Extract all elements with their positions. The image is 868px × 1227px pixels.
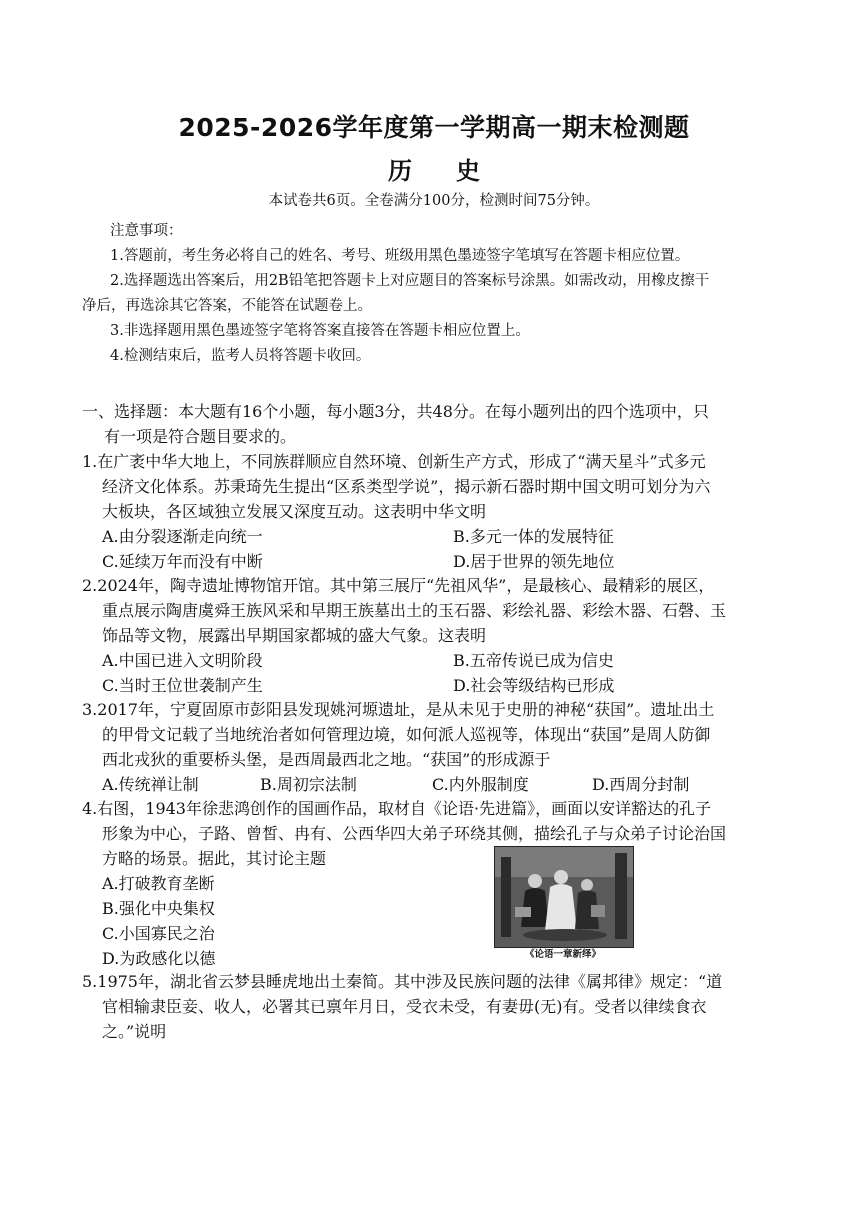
subject-char-1: 历: [388, 157, 412, 185]
q1-option-a: A.由分裂逐渐走向统一: [102, 527, 263, 546]
q3-line-3: 西北戎狄的重要桥头堡，是西周最西北之地。“获国”的形成源于: [102, 750, 551, 769]
exam-intro: 本试卷共6页。全卷满分100分，检测时间75分钟。: [268, 193, 600, 209]
q2-option-b: B.五帝传说已成为信史: [453, 651, 614, 670]
note-item-2: 2.选择题选出答案后，用2B铅笔把答题卡上对应题目的答案标号涂黑。如需改动，用橡皮擦干: [110, 273, 710, 289]
q1-option-d: D.居于世界的领先地位: [453, 552, 615, 571]
q1-options: [82, 524, 788, 574]
note-item-4: 4.检测结束后，监考人员将答题卡收回。: [110, 348, 371, 364]
note-item-2-cont: 净后，再选涂其它答案，不能答在试题卷上。: [82, 298, 372, 314]
section-line-1: 一、选择题：本大题有16个小题，每小题3分，共48分。在每小题列出的四个选项中，只: [82, 402, 709, 421]
q2-line-2: 重点展示陶唐虞舜王族风采和早期王族墓出土的玉石器、彩绘礼器、彩绘木器、石磬、玉: [102, 601, 727, 620]
q2-line-3: 饰品等文物，展露出早期国家都城的盛大气象。这表明: [102, 626, 487, 645]
q2-option-a: A.中国已进入文明阶段: [102, 651, 263, 670]
notes-block: [82, 219, 792, 369]
q4-line-1: 4.右图，1943年徐悲鸿创作的国画作品，取材自《论语·先进篇》，画面以安详豁达的孔子: [82, 799, 712, 818]
q5-line-1: 5.1975年，湖北省云梦县睡虎地出土秦简。其中涉及民族问题的法律《属邦律》规定：“道: [82, 972, 723, 991]
q4-option-b: B.强化中央集权: [102, 899, 215, 918]
section-heading: [82, 399, 788, 449]
q4-options: [82, 871, 788, 971]
q2-options: [82, 648, 788, 698]
painting-illustration: [495, 847, 633, 947]
q4-line-3: 方略的场景。据此，其讨论主题: [102, 849, 327, 868]
painting-caption: 《论语一章新绎》: [524, 949, 601, 960]
section-line-2: 有一项是符合题目要求的。: [104, 427, 297, 446]
q3-option-b: B.周初宗法制: [260, 775, 357, 794]
q3-line-1: 3.2017年，宁夏固原市彭阳县发现姚河塬遗址，是从未见于史册的神秘“获国”。遗址出土: [82, 700, 715, 719]
q3-option-d: D.西周分封制: [592, 775, 690, 794]
q2-option-d: D.社会等级结构已形成: [453, 676, 615, 695]
q1-line-2: 经济文化体系。苏秉琦先生提出“区系类型学说”，揭示新石器时期中国文明可划分为六: [102, 477, 711, 496]
question-3: [82, 697, 788, 797]
exam-title: 2025-2026学年度第一学期高一期末检测题: [178, 113, 690, 142]
note-item-1: 1.答题前，考生务必将自己的姓名、考号、班级用黑色墨迹签字笔填写在答题卡相应位置。: [110, 248, 690, 264]
q1-option-c: C.延续万年而没有中断: [102, 552, 263, 571]
question-1: [82, 449, 788, 574]
q4-option-d: D.为政感化以德: [102, 949, 216, 968]
note-item-3: 3.非选择题用黑色墨迹签字笔将答案直接答在答题卡相应位置上。: [110, 323, 530, 339]
painting-image: [494, 846, 634, 948]
q4-option-a: A.打破教育垄断: [102, 874, 215, 893]
subject-title: [0, 151, 868, 186]
q5-line-3: 之。”说明: [102, 1022, 167, 1041]
q3-line-2: 的甲骨文记载了当地统治者如何管理边境，如何派人巡视等，体现出“获国”是周人防御: [102, 725, 711, 744]
q4-option-c: C.小国寡民之治: [102, 924, 215, 943]
q3-option-c: C.内外服制度: [432, 775, 529, 794]
subject-char-2: 史: [456, 157, 480, 185]
q2-line-1: 2.2024年，陶寺遗址博物馆开馆。其中第三展厅“先祖风华”，是最核心、最精彩的展区，: [82, 576, 715, 595]
q4-line-2: 形象为中心，子路、曾皙、冉有、公西华四大弟子环绕其侧，描绘孔子与众弟子讨论治国: [102, 824, 727, 843]
question-5: [82, 969, 788, 1044]
q3-options: [82, 772, 788, 797]
q2-option-c: C.当时王位世袭制产生: [102, 676, 263, 695]
q5-line-2: 官相输隶臣妾、收人，必署其已禀年月日，受衣未受，有妻毋(无)有。受者以律续食衣: [102, 997, 707, 1016]
q1-line-1: 1.在广袤中华大地上，不同族群顺应自然环境、创新生产方式，形成了“满天星斗”式多元: [82, 452, 706, 471]
question-2: [82, 573, 788, 698]
q1-line-3: 大板块，各区域独立发展又深度互动。这表明中华文明: [102, 502, 487, 521]
q3-option-a: A.传统禅让制: [102, 775, 199, 794]
notes-heading: 注意事项：: [110, 223, 183, 239]
q1-option-b: B.多元一体的发展特征: [453, 527, 614, 546]
question-4: [82, 796, 788, 971]
